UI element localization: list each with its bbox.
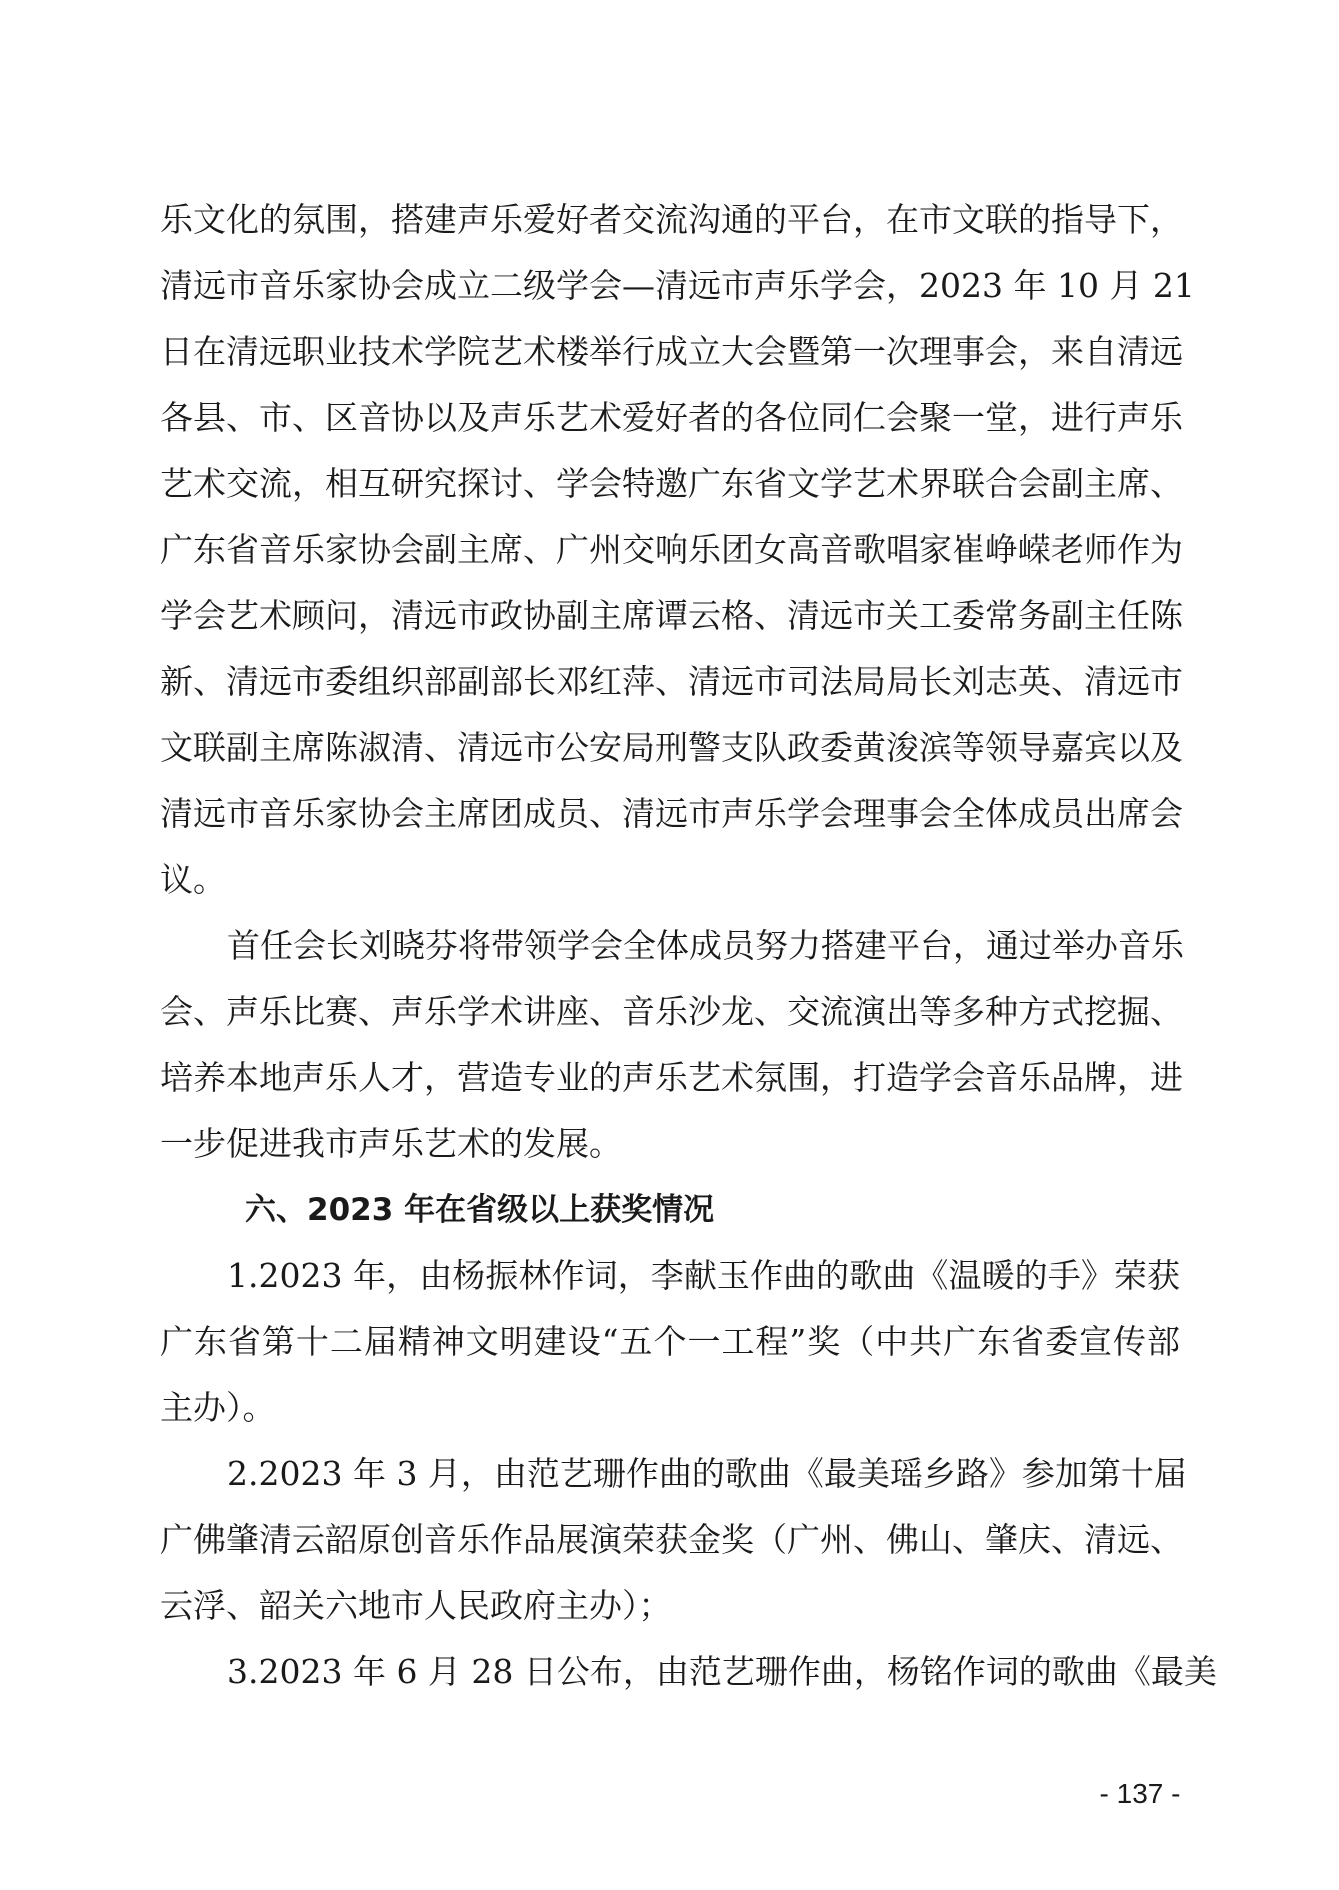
paragraph-line: 3.2023 年 6 月 28 日公布，由范艺珊作曲，杨铭作词的歌曲《最美 (227, 1652, 1217, 1691)
paragraph-line: 培养本地声乐人才，营造专业的声乐艺术氛围，打造学会音乐品牌，进 (160, 1058, 1183, 1097)
paragraph-line: 广东省音乐家协会副主席、广州交响乐团女高音歌唱家崔峥嵘老师作为 (160, 530, 1183, 569)
paragraph-line: 新、清远市委组织部副部长邓红萍、清远市司法局局长刘志英、清远市 (160, 662, 1183, 701)
paragraph-line: 文联副主席陈淑清、清远市公安局刑警支队政委黄浚滨等领导嘉宾以及 (160, 728, 1183, 767)
paragraph-line: 1.2023 年，由杨振林作词，李献玉作曲的歌曲《温暖的手》荣获 (227, 1256, 1180, 1295)
paragraph-line: 会、声乐比赛、声乐学术讲座、音乐沙龙、交流演出等多种方式挖掘、 (160, 992, 1183, 1031)
paragraph-line: 清远市音乐家协会成立二级学会—清远市声乐学会，2023 年 10 月 21 (160, 266, 1195, 305)
paragraph-line: 议。 (160, 860, 226, 899)
paragraph-line: 一步促进我市声乐艺术的发展。 (160, 1124, 622, 1163)
section-heading: 六、2023 年在省级以上获奖情况 (245, 1192, 715, 1228)
paragraph-line: 各县、市、区音协以及声乐艺术爱好者的各位同仁会聚一堂，进行声乐 (160, 398, 1183, 437)
page-number: - 137 - (1099, 1778, 1181, 1809)
paragraph-line: 云浮、韶关六地市人民政府主办）； (160, 1586, 672, 1625)
paragraph-line: 日在清远职业技术学院艺术楼举行成立大会暨第一次理事会，来自清远 (160, 332, 1183, 371)
paragraph-line: 主办）。 (160, 1388, 276, 1427)
paragraph-line: 艺术交流，相互研究探讨、学会特邀广东省文学艺术界联合会副主席、 (160, 464, 1183, 503)
paragraph-line: 乐文化的氛围，搭建声乐爱好者交流沟通的平台，在市文联的指导下， (160, 200, 1183, 239)
paragraph-line: 清远市音乐家协会主席团成员、清远市声乐学会理事会全体成员出席会 (160, 794, 1183, 833)
paragraph-line: 学会艺术顾问，清远市政协副主席谭云格、清远市关工委常务副主任陈 (160, 596, 1183, 635)
paragraph-line: 首任会长刘晓芬将带领学会全体成员努力搭建平台，通过举办音乐 (227, 926, 1184, 965)
paragraph-line: 2.2023 年 3 月，由范艺珊作曲的歌曲《最美瑶乡路》参加第十届 (227, 1454, 1187, 1493)
paragraph-line: 广佛肇清云韶原创音乐作品展演荣获金奖（广州、佛山、肇庆、清远、 (160, 1520, 1183, 1559)
paragraph-line: 广东省第十二届精神文明建设“五个一工程”奖（中共广东省委宣传部 (160, 1322, 1180, 1361)
